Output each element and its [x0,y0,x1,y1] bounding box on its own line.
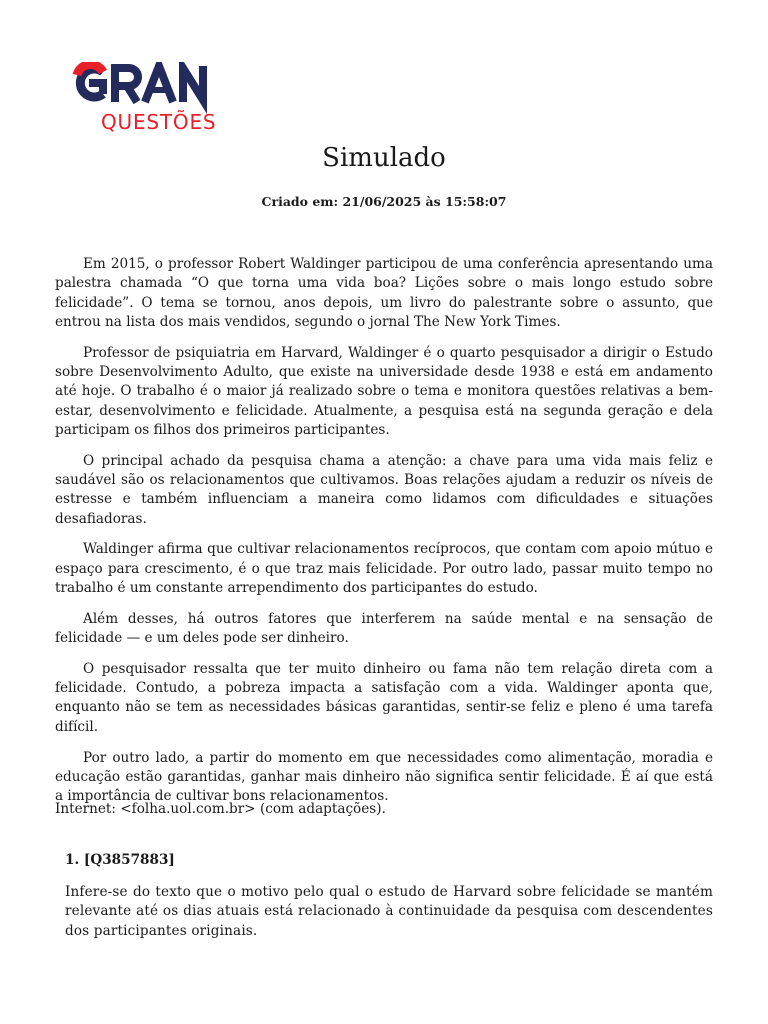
paragraph: Além desses, há outros fatores que interferem na saúde mental e na sensação de felicidade — e um deles pode ser dinheiro. [55,610,713,647]
question-statement: Infere-se do texto que o motivo pelo qual o estudo de Harvard sobre felicidade se mantém relevante até os dias atuais está relacionado à continuidade da pesquisa com descendentes dos participantes originais. [65,884,713,939]
question-number: 1. [Q3857883] [65,852,175,868]
gran-questoes-logo [67,62,239,136]
logo-letter-n [183,66,203,102]
logo-sub-text: QUESTÕES [101,110,217,134]
paragraph: O principal achado da pesquisa chama a atenção: a chave para uma vida mais feliz e saudável são os relacionamentos que cultivamos. Boas relações ajudam a reduzir os níveis de estresse e também influenciam a maneira como lidamos com dificuldades e situações desafiadoras. [55,452,713,527]
logo-letter-a [145,66,173,102]
paragraph: O pesquisador ressalta que ter muito dinheiro ou fama não tem relação direta com a felicidade. Contudo, a pobreza impacta a satisfação com a vida. Waldinger aponta que, enquanto não se tem as necessidades básicas garantidas, sentir-se feliz e pleno é uma tarefa difícil. [55,660,713,735]
logo-letter-g [77,64,103,97]
paragraph: Em 2015, o professor Robert Waldinger participou de uma conferência apresentando uma palestra chamada “O que torna uma vida boa? Lições sobre o mais longo estudo sobre felicidade”. O tema se tornou, anos depois, um livro do palestrante sobre o assunto, que entrou na lista dos mais vendidos, segundo o jornal The New York Times. [55,256,713,330]
paragraph: Professor de psiquiatria em Harvard, Waldinger é o quarto pesquisador a dirigir o Estudo sobre Desenvolvimento Adulto, que existe na universidade desde 1938 e está em andamento até hoje. O trabalho é o maior já realizado sobre o tema e monitora questões relativas a bem-estar, desenvolvimento e felicidade. Atualmente, a pesquisa está na segunda geração e dela participam os filhos dos primeiros participantes. [55,344,713,438]
logo-letter-r [115,68,138,102]
article-text [55,255,713,818]
created-timestamp: Criado em: 21/06/2025 às 15:58:07 [261,194,507,209]
paragraph: Por outro lado, a partir do momento em que necessidades como alimentação, moradia e educação estão garantidas, ganhar mais dinheiro não significa sentir felicidade. É aí que está a importância de cultivar bons relacionamentos. [55,749,713,805]
page-title: Simulado [322,143,446,173]
article-source: Internet: <folha.uol.com.br> (com adaptações). [55,801,386,817]
paragraph: Waldinger afirma que cultivar relacionamentos recíprocos, que contam com apoio mútuo e espaço para crescimento, é o que traz mais felicidade. Por outro lado, passar muito tempo no trabalho é um constante arrependimento dos participantes do estudo. [55,541,713,596]
